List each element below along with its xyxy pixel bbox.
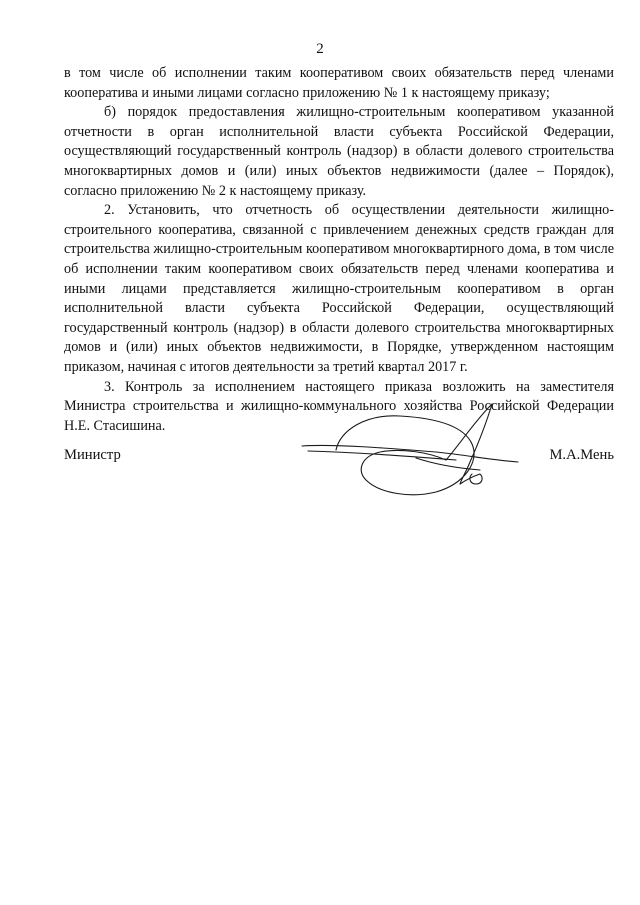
paragraph-continuation: в том числе об исполнении таким кооперативом своих обязательств перед членами кооператива и иными лицами согласно приложению № 1 к настоящему приказу; bbox=[64, 65, 614, 101]
paragraph-1b-procedure: б) порядок предоставления жилищно-строительным кооперативом указанной отчетности в орган исполнительной власти субъекта Российской Федерации, осуществляющий государственный контроль (надзор) в области долевого строительства многоквартирных домов и (или) иных объектов недвижимости (далее – Порядок), согласно приложению № 2 к настоящему приказу. bbox=[64, 104, 614, 199]
paragraph-3-control: 3. Контроль за исполнением настоящего приказа возложить на заместителя Министра строительства и жилищно-коммунального хозяйства Российской Федерации Н.Е. Стасишина. bbox=[64, 378, 614, 434]
signature-block bbox=[64, 400, 614, 510]
paragraph-2-reporting: 2. Установить, что отчетность об осуществлении деятельности жилищно-строительного кооператива, связанной с привлечением денежных средств граждан для строительства жилищно-строительным кооперативом многоквартирного дома, в том числе об исполнении таким кооперативом своих обязательств перед членами кооператива и иными лицами представляется жилищно-строительным кооперативом в орган исполнительной власти субъекта Российской Федерации, осуществляющий государственный контроль (надзор) в области долевого строительства многоквартирных домов и (или) иных объектов недвижимости, в Порядке, утвержденном настоящим приказом, начиная с итогов деятельности за третий квартал 2017 г. bbox=[64, 202, 614, 375]
order-body bbox=[64, 64, 614, 436]
page-number: 2 bbox=[316, 41, 324, 57]
signer-title: Министр bbox=[64, 447, 121, 463]
handwritten-signature bbox=[296, 400, 526, 510]
signer-name: М.А.Мень bbox=[549, 447, 614, 463]
